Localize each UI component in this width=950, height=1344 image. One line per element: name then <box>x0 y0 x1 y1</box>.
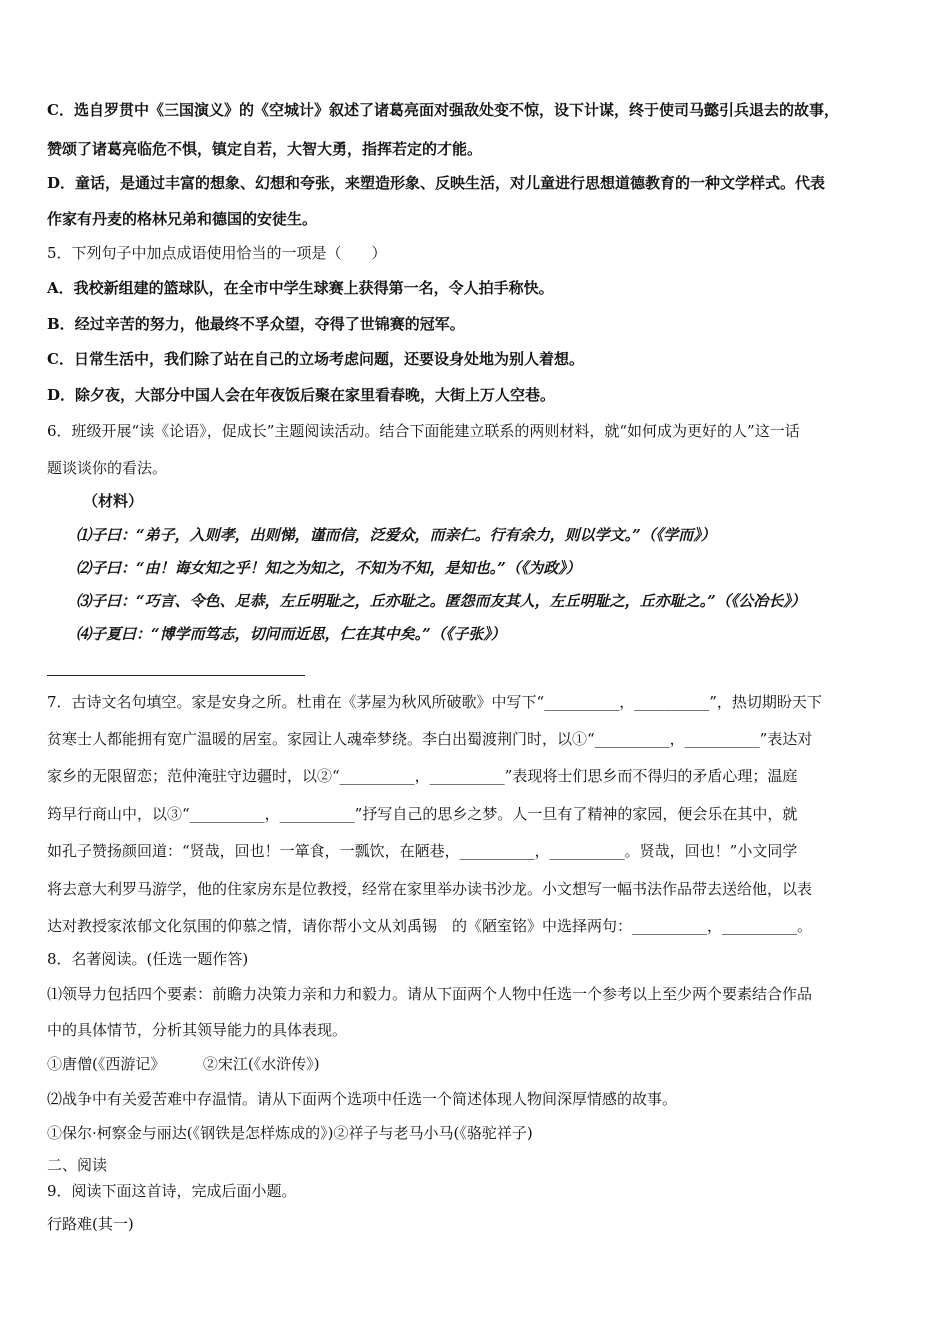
q5-option-c: C．日常生活中，我们除了站在自己的立场考虑问题，还要设身处地为别人着想。 <box>47 350 584 368</box>
q7-line6: 将去意大利罗马游学，他的住家房东是位教授，经常在家里举办读书沙龙。小文想写一幅书法作品带去送给他，以表 <box>47 880 813 898</box>
q4-option-c-line1: C．选自罗贯中《三国演义》的《空城计》叙述了诸葛亮面对强敌处变不惊，设下计谋，终于使司马懿引兵退去的故事， <box>47 101 839 119</box>
q6-stem-line2: 题谈谈你的看法。 <box>47 459 168 477</box>
q8-part1-options: ①唐僧(《西游记》 ②宋江(《水浒传》) <box>47 1055 320 1073</box>
q9-stem: 9．阅读下面这首诗，完成后面小题。 <box>47 1182 297 1200</box>
q6-material-2: ⑵子曰：“由！诲女知之乎！知之为知之，不知为不知，是知也。”（《为政》） <box>76 559 581 577</box>
q6-material-4: ⑷子夏曰：“博学而笃志，切问而近思，仁在其中矣。”（《子张》） <box>76 625 506 643</box>
q8-part2-options: ①保尔·柯察金与丽达(《钢铁是怎样炼成的》)②祥子与老马小马(《骆驼祥子) <box>47 1124 533 1142</box>
q7-line7: 达对教授家浓郁文化氛围的仰慕之情，请你帮小文从刘禹锡 的《陋室铭》中选择两句：__________，__________。 <box>47 917 813 935</box>
q6-material-1: ⑴子曰：“弟子，入则孝，出则悌，谨而信，泛爱众，而亲仁。行有余力，则以学文。”（《学而》） <box>76 526 716 544</box>
q8-part1-line2: 中的具体情节，分析其领导能力的具体表现。 <box>47 1021 348 1039</box>
q4-option-d-line1: D．童话，是通过丰富的想象、幻想和夸张，来塑造形象、反映生活，对儿童进行思想道德教育的一种文学样式。代表 <box>47 174 826 192</box>
q5-option-a: A．我校新组建的篮球队，在全市中学生球赛上获得第一名，令人拍手称快。 <box>47 279 554 297</box>
answer-line <box>47 675 305 676</box>
q7-line5: 如孔子赞扬颜回道：“贤哉，回也！一箪食，一瓢饮，在陋巷，__________，__________。贤哉，回也！”小文同学 <box>47 842 798 860</box>
q6-material-title: （材料） <box>83 492 144 510</box>
q8-stem: 8．名著阅读。(任选一题作答) <box>47 950 249 968</box>
q5-option-b: B．经过辛苦的努力，他最终不孚众望，夺得了世锦赛的冠军。 <box>47 315 465 333</box>
q8-part2-line1: ⑵战争中有关爱苦难中存温情。请从下面两个选项中任选一个简述体现人物间深厚情感的故事。 <box>47 1090 678 1108</box>
poem-title: 行路难(其一) <box>47 1215 134 1233</box>
q4-option-c-line2: 赞颂了诸葛亮临危不惧，镇定自若，大智大勇，指挥若定的才能。 <box>47 140 483 158</box>
q6-material-3: ⑶子曰：“巧言、令色、足恭，左丘明耻之，丘亦耻之。匿怨而友其人，左丘明耻之，丘亦耻之。”（《公冶长》） <box>76 592 806 610</box>
q7-line4: 筠早行商山中，以③“__________，__________”抒写自己的思乡之梦。人一旦有了精神的家园，便会乐在其中，就 <box>47 805 798 823</box>
q7-line2: 贫寒士人都能拥有宽广温暖的居室。家园让人魂牵梦绕。李白出蜀渡荆门时，以①“__________，__________”表达对 <box>47 730 813 748</box>
q7-line3: 家乡的无限留恋；范仲淹驻守边疆时，以②“__________，__________”表现将士们思乡而不得归的矛盾心理；温庭 <box>47 767 798 785</box>
q5-stem: 5．下列句子中加点成语使用恰当的一项是（ ） <box>47 244 387 262</box>
section-heading: 二、阅读 <box>47 1156 108 1174</box>
q4-option-d-line2: 作家有丹麦的格林兄弟和德国的安徒生。 <box>47 210 318 228</box>
q7-line1: 7．古诗文名句填空。家是安身之所。杜甫在《茅屋为秋风所破歌》中写下“__________，__________”，热切期盼天下 <box>47 693 822 711</box>
q6-stem-line1: 6．班级开展“读《论语》，促成长”主题阅读活动。结合下面能建立联系的两则材料，就“如何成为更好的人”这一话 <box>47 422 800 440</box>
q8-part1-line1: ⑴领导力包括四个要素：前瞻力决策力亲和力和毅力。请从下面两个人物中任选一个参考以上至少两个要素结合作品 <box>47 985 813 1003</box>
q5-option-d: D．除夕夜，大部分中国人会在年夜饭后聚在家里看春晚，大街上万人空巷。 <box>47 386 556 404</box>
